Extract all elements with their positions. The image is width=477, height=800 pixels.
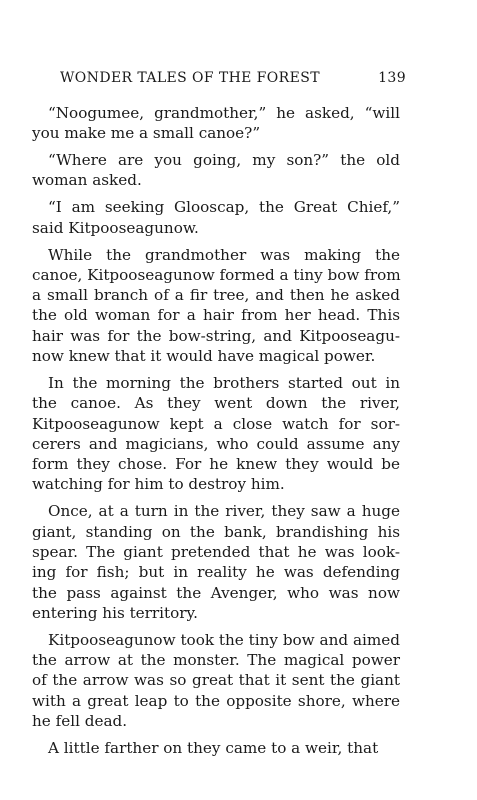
paragraph [32,501,400,623]
text-line: Once, at a turn in the river, they saw a huge [48,502,400,521]
paragraph [32,738,400,758]
text-line: Kitpooseagunow took the tiny bow and aimed [48,630,400,649]
text-line: giant, standing on the bank, brandishing his [32,522,400,541]
text-line: hair was for the bow-string, and Kitpooseagu- [32,326,400,345]
text-line: woman asked. [32,171,142,190]
paragraph [32,150,400,191]
text-line: watching for him to destroy him. [32,475,285,494]
text-line: the arrow at the monster. The magical power [32,650,400,669]
text-line: the old woman for a hair from her head. This [32,306,400,325]
page-number: 139 [378,70,406,86]
paragraph [32,103,400,144]
paragraph [32,197,400,238]
text-line: form they chose. For he knew they would be [32,455,400,474]
text-line: he fell dead. [32,711,128,730]
text-line: the canoe. As they went down the river, [32,394,400,413]
text-line: In the morning the brothers started out in [48,373,400,392]
text-line: canoe, Kitpooseagunow formed a tiny bow from [32,265,401,284]
paragraph [32,245,400,367]
text-line: of the arrow was so great that it sent the giant [32,671,400,690]
paragraph [32,373,400,495]
text-line: While the grandmother was making the [48,245,400,264]
paragraph [32,630,400,731]
text-line: with a great leap to the opposite shore, where [32,691,400,710]
text-line: entering his territory. [32,603,198,622]
text-line: said Kitpooseagunow. [32,218,199,237]
text-line: you make me a small canoe?” [32,124,261,143]
text-line: spear. The giant pretended that he was look- [32,542,400,561]
text-line: A little farther on they came to a weir, that [48,738,379,757]
body-text [32,103,400,765]
text-line: cerers and magicians, who could assume any [32,434,400,453]
text-line: “I am seeking Glooscap, the Great Chief,” [48,198,400,217]
text-line: Kitpooseagunow kept a close watch for sor- [32,414,400,433]
running-head-title: WONDER TALES OF THE FOREST [60,70,320,86]
text-line: ing for fish; but in reality he was defending [32,563,400,582]
text-line: a small branch of a fir tree, and then he asked [32,286,400,305]
text-line: “Where are you going, my son?” the old [48,151,400,170]
text-line: the pass against the Avenger, who was now [32,583,400,602]
running-head [60,70,406,88]
text-line: now knew that it would have magical power. [32,347,376,366]
text-line: “Noogumee, grandmother,” he asked, “will [48,104,400,122]
